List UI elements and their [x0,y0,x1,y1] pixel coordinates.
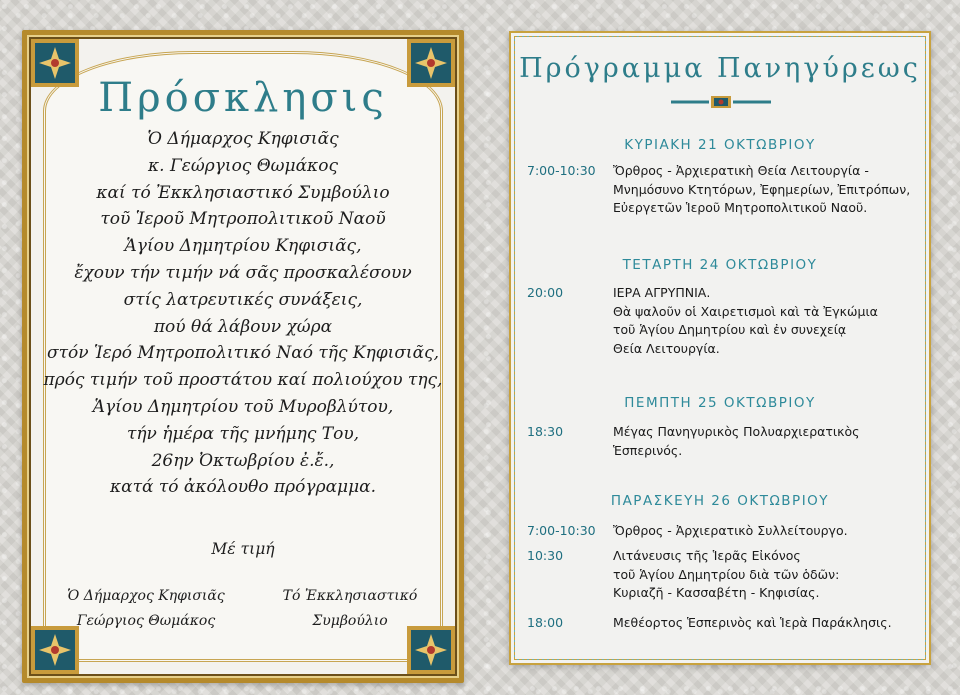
event-line: Μέγας Πανηγυρικὸς Πολυαρχιερατικὸς [613,424,860,439]
event-line: ΙΕΡΑ ΑΓΡΥΠΝΙΑ. [613,285,711,300]
invitation-line: τήν ἡμέρα τῆς μνήμης Του, [126,423,360,444]
event-line: τοῦ Ἁγίου Δημητρίου διὰ τῶν ὁδῶν: [613,566,840,582]
day-heading: ΠΑΡΑΣΚΕΥΗ 26 ΟΚΤΩΒΡΙΟΥ [610,493,830,509]
invitation-text [27,126,459,501]
event-line: Κυριαζῆ - Κασσαβέτη - Κηφισίας. [613,585,820,600]
day-heading: ΚΥΡΙΑΚΗ 21 ΟΚΤΩΒΡΙΟΥ [624,137,816,153]
event-description [613,614,923,633]
event-description [613,547,923,603]
invitation-line: Ὁ Δήμαρχος Κηφισιᾶς [147,129,339,149]
event-time: 10:30 [527,548,564,563]
signature-line: Ὁ Δήμαρχος Κηφισιᾶς [67,588,225,604]
event-line: Ὄρθρος - Ἀρχιερατικὴ Θεία Λειτουργία - [613,163,869,178]
program-title: Πρόγραμμα Πανηγύρεως [519,53,921,84]
event-time: 20:00 [527,285,564,300]
event-line: Εὐεργετῶν Ἱεροῦ Μητροπολιτικοῦ Ναοῦ. [613,200,868,215]
event-line: Θὰ ψαλοῦν οἱ Χαιρετισμοὶ καὶ τὰ Ἐγκώμια [613,303,878,319]
event-description [613,284,923,358]
ornamental-divider-icon [671,95,771,109]
invitation-line: καί τό Ἐκκλησιαστικό Συμβούλιο [96,182,390,203]
event-line: Λιτάνευσις τῆς Ἱερᾶς Εἰκόνος [613,548,801,563]
invitation-line: Ἁγίου Δημητρίου Κηφισιᾶς, [124,236,362,257]
event-line: Μνημόσυνο Κτητόρων, Ἐφημερίων, Ἐπιτρόπων, [613,181,911,197]
invitation-line: 26ην Ὀκτωβρίου ἐ.ἔ., [151,450,335,471]
signature-council [250,584,450,634]
invitation-line: τοῦ Ἱεροῦ Μητροπολιτικοῦ Ναοῦ [100,209,386,230]
invitation-line: ἔχουν τήν τιμήν νά σᾶς προσκαλέσουν [74,262,412,283]
invitation-line: πρός τιμήν τοῦ προστάτου καί πολιούχου της, [43,370,443,391]
event-description [613,162,923,218]
event-line: Ἑσπερινός. [613,442,683,458]
invitation-line: στίς λατρευτικές συνάξεις, [123,289,363,310]
event-line: Θεία Λειτουργία. [613,340,720,356]
event-time: 7:00-10:30 [527,163,596,178]
invitation-line: κατά τό ἀκόλουθο πρόγραμμα. [109,477,377,498]
signature-line: Τό Ἐκκλησιαστικό [282,588,418,604]
day-heading: ΠΕΜΠΤΗ 25 ΟΚΤΩΒΡΙΟΥ [624,395,816,411]
signature-mayor [46,584,246,634]
program-panel [509,31,931,665]
event-time: 18:00 [527,615,564,630]
event-time: 7:00-10:30 [527,523,596,538]
signature-line: Συμβούλιο [312,613,388,629]
signature-line: Γεώργιος Θωμάκος [76,613,216,629]
closing-greeting: Μέ τιμή [211,540,275,558]
day-heading: ΤΕΤΑΡΤΗ 24 ΟΚΤΩΒΡΙΟΥ [622,257,818,273]
event-line: τοῦ Ἁγίου Δημητρίου καὶ ἐν συνεχείᾳ [613,322,847,337]
invitation-line: πού θά λάβουν χώρα [153,316,333,337]
event-description [613,423,923,460]
event-time: 18:30 [527,424,564,439]
invitation-title: Πρόσκλησις [98,75,388,121]
invitation-line: κ. Γεώργιος Θωμάκος [148,155,338,176]
invitation-line: Ἁγίου Δημητρίου τοῦ Μυροβλύτου, [92,396,394,417]
invitation-panel [22,30,464,683]
event-line: Μεθέορτος Ἑσπερινὸς καὶ Ἱερὰ Παράκλησις. [613,615,892,630]
event-line: Ὄρθρος - Ἀρχιερατικὸ Συλλείτουργο. [613,523,848,538]
event-description [613,522,923,541]
invitation-line: στόν Ἱερό Μητροπολιτικό Ναό τῆς Κηφισιᾶς, [46,343,439,364]
